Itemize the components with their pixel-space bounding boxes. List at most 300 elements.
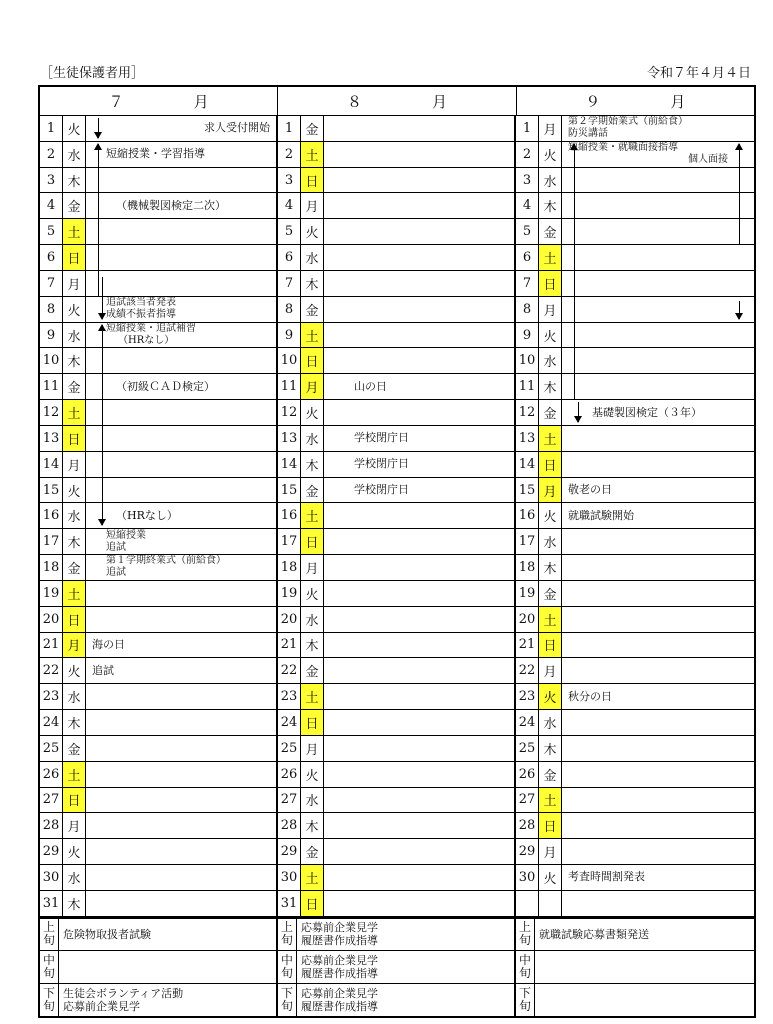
day-number: 26	[40, 762, 63, 787]
day-number: 4	[40, 193, 63, 218]
duration-line	[739, 144, 740, 245]
event-text	[106, 555, 226, 579]
event-cell	[562, 478, 754, 503]
period-notes-text	[297, 984, 514, 1016]
weekday: 日	[301, 348, 324, 373]
event-cell	[86, 710, 276, 735]
day-row	[516, 219, 754, 245]
month-column	[516, 116, 754, 917]
day-number: 6	[40, 245, 63, 270]
event-cell	[562, 839, 754, 864]
day-number: 5	[278, 219, 301, 244]
event-cell	[562, 555, 754, 580]
day-row	[40, 374, 276, 400]
day-number: 29	[516, 839, 539, 864]
day-number: 4	[516, 193, 539, 218]
arrow-down-icon	[98, 313, 106, 320]
event-cell	[324, 710, 514, 735]
weekday: 水	[301, 607, 324, 632]
day-number: 12	[40, 400, 63, 425]
event-line: 考査時間割発表	[568, 870, 645, 884]
weekday: 水	[301, 245, 324, 270]
day-number: 21	[278, 633, 301, 658]
weekday: 月	[63, 452, 86, 477]
day-number: 18	[278, 555, 301, 580]
day-number: 17	[278, 529, 301, 554]
day-row	[516, 478, 754, 504]
period-note-line: 履歴書作成指導	[301, 934, 378, 948]
weekday: 金	[301, 839, 324, 864]
event-cell	[562, 297, 754, 322]
day-row	[278, 684, 514, 710]
event-text	[568, 871, 645, 883]
event-cell	[86, 219, 276, 244]
day-row	[278, 168, 514, 194]
weekday: 金	[539, 400, 562, 425]
day-row	[278, 426, 514, 452]
event-line: 学校閉庁日	[354, 483, 409, 496]
weekday: 金	[301, 116, 324, 141]
event-line: 短縮授業・追試補習	[106, 323, 196, 335]
day-row	[40, 168, 276, 194]
day-number: 3	[516, 168, 539, 193]
day-number: 21	[40, 633, 63, 658]
day-number: 5	[40, 219, 63, 244]
weekday: 月	[539, 297, 562, 322]
weekday: 金	[63, 555, 86, 580]
day-row	[278, 374, 514, 400]
event-text	[568, 116, 688, 140]
day-row	[278, 762, 514, 788]
period-row	[40, 950, 276, 983]
weekday: 木	[63, 168, 86, 193]
period-label-char: 中	[280, 952, 293, 967]
event-cell	[324, 297, 514, 322]
event-cell	[86, 555, 276, 580]
day-row	[278, 891, 514, 917]
month-unit: 月	[431, 92, 447, 111]
event-cell	[562, 245, 754, 270]
day-number: 24	[516, 710, 539, 735]
period-column	[516, 917, 754, 1016]
event-cell	[86, 452, 276, 477]
event-cell	[86, 891, 276, 916]
day-number: 16	[516, 503, 539, 528]
event-cell	[86, 658, 276, 683]
event-line: 個人面接	[688, 154, 728, 166]
weekday: 金	[63, 193, 86, 218]
event-cell	[562, 503, 754, 528]
weekday: 日	[63, 245, 86, 270]
weekday: 木	[63, 348, 86, 373]
day-row	[516, 762, 754, 788]
day-number: 22	[40, 658, 63, 683]
day-number: 14	[40, 452, 63, 477]
weekday: 日	[539, 271, 562, 296]
day-row	[40, 426, 276, 452]
weekday: 木	[539, 193, 562, 218]
weekday: 金	[301, 658, 324, 683]
day-row	[278, 633, 514, 659]
day-number: 2	[516, 142, 539, 167]
event-cell	[86, 529, 276, 554]
weekday: 火	[301, 762, 324, 787]
weekday: 月	[63, 633, 86, 658]
day-number: 13	[40, 426, 63, 451]
event-cell	[324, 762, 514, 787]
period-note-line: 履歴書作成指導	[301, 966, 378, 980]
event-cell	[324, 891, 514, 916]
day-row	[40, 503, 276, 529]
day-number: 24	[278, 710, 301, 735]
day-row	[40, 555, 276, 581]
event-cell	[324, 452, 514, 477]
weekday: 水	[63, 684, 86, 709]
day-number: 16	[40, 503, 63, 528]
day-row	[40, 193, 276, 219]
day-number: 28	[516, 813, 539, 838]
event-line: 追試該当者発表	[106, 297, 176, 309]
month-column	[40, 116, 278, 917]
event-cell	[324, 400, 514, 425]
day-row	[516, 633, 754, 659]
day-row	[278, 323, 514, 349]
period-label	[278, 919, 297, 950]
period-label-char: 上	[518, 920, 531, 935]
day-row	[516, 658, 754, 684]
day-number: 26	[278, 762, 301, 787]
weekday: 木	[539, 374, 562, 399]
event-cell	[86, 245, 276, 270]
day-row	[40, 658, 276, 684]
period-notes-text	[59, 919, 276, 950]
event-cell	[324, 788, 514, 813]
event-cell	[562, 581, 754, 606]
event-line: 成績不振者指導	[106, 309, 176, 321]
weekday: 火	[63, 839, 86, 864]
weekday: 月	[301, 193, 324, 218]
event-cell	[86, 813, 276, 838]
period-notes-text	[59, 984, 276, 1016]
event-text	[354, 484, 409, 496]
day-number: 4	[278, 193, 301, 218]
weekday: 水	[539, 168, 562, 193]
day-row	[278, 245, 514, 271]
day-row	[516, 839, 754, 865]
event-cell	[562, 193, 754, 218]
weekday: 火	[63, 478, 86, 503]
day-number: 27	[278, 788, 301, 813]
event-cell	[324, 736, 514, 761]
event-line: 追試	[106, 541, 126, 553]
weekday: 火	[301, 581, 324, 606]
weekday: 木	[63, 710, 86, 735]
weekday: 火	[63, 116, 86, 141]
event-cell	[562, 219, 754, 244]
event-cell	[562, 116, 754, 141]
period-label	[40, 919, 59, 950]
period-label	[516, 951, 535, 983]
day-row	[278, 839, 514, 865]
weekday: 土	[63, 762, 86, 787]
weekday: 土	[301, 142, 324, 167]
day-number: 27	[40, 788, 63, 813]
period-label-char: 中	[42, 952, 55, 967]
day-number: 1	[40, 116, 63, 141]
day-number: 14	[278, 452, 301, 477]
month-column	[278, 116, 516, 917]
period-notes-text	[59, 951, 276, 983]
weekday: 木	[301, 452, 324, 477]
event-cell	[562, 271, 754, 296]
event-cell	[324, 116, 514, 141]
event-cell	[86, 193, 276, 218]
period-column	[278, 917, 516, 1016]
weekday: 火	[301, 219, 324, 244]
weekday: 日	[63, 426, 86, 451]
period-label-char: 旬	[280, 998, 293, 1013]
period-note-line: 応募前企業見学	[301, 953, 378, 967]
period-label-char: 旬	[42, 933, 55, 948]
day-row	[278, 116, 514, 142]
period-label-char: 旬	[518, 998, 531, 1013]
event-cell	[86, 297, 276, 322]
event-line: 敬老の日	[568, 483, 612, 496]
day-row	[278, 297, 514, 323]
day-row	[40, 891, 276, 917]
period-note-line: 就職試験応募書類発送	[539, 927, 649, 941]
day-number: 16	[278, 503, 301, 528]
weekday: 水	[63, 142, 86, 167]
event-text	[106, 297, 176, 321]
day-row	[516, 168, 754, 194]
document-label: ［生徒保護者用］	[40, 66, 145, 81]
period-row	[516, 983, 754, 1016]
weekday: 月	[539, 839, 562, 864]
day-number: 15	[278, 478, 301, 503]
day-grid	[40, 116, 754, 917]
day-row	[40, 710, 276, 736]
event-cell	[86, 865, 276, 890]
event-cell	[562, 168, 754, 193]
day-number: 19	[516, 581, 539, 606]
day-row	[40, 219, 276, 245]
period-label	[278, 984, 297, 1016]
day-number: 26	[516, 762, 539, 787]
day-row	[516, 607, 754, 633]
event-line: 山の日	[354, 379, 387, 393]
day-number: 22	[516, 658, 539, 683]
day-row	[40, 452, 276, 478]
event-cell	[86, 607, 276, 632]
period-row	[40, 983, 276, 1016]
event-text	[204, 122, 270, 134]
weekday: 金	[301, 478, 324, 503]
day-number: 23	[278, 684, 301, 709]
event-cell	[86, 633, 276, 658]
day-row	[516, 426, 754, 452]
event-cell	[324, 374, 514, 399]
weekday: 水	[301, 788, 324, 813]
event-cell	[324, 684, 514, 709]
event-cell	[562, 710, 754, 735]
event-cell	[86, 271, 276, 296]
event-text	[116, 381, 215, 393]
event-cell	[86, 323, 276, 348]
event-cell	[562, 684, 754, 709]
event-cell	[324, 529, 514, 554]
period-note-line: 応募前企業見学	[301, 986, 378, 1000]
day-row	[40, 400, 276, 426]
event-cell	[86, 116, 276, 141]
day-number: 30	[278, 865, 301, 890]
weekday: 月	[301, 555, 324, 580]
event-line: （HRなし）	[118, 335, 175, 347]
month-unit: 月	[670, 92, 686, 111]
weekday: 日	[539, 813, 562, 838]
day-row	[40, 839, 276, 865]
day-number: 31	[278, 891, 301, 916]
arrow-down-icon	[735, 313, 743, 320]
day-number: 11	[278, 374, 301, 399]
day-number: 23	[516, 684, 539, 709]
event-cell	[324, 168, 514, 193]
period-note-line: 応募前企業見学	[63, 999, 140, 1013]
event-cell	[324, 245, 514, 270]
weekday: 日	[63, 607, 86, 632]
event-line: 防災講話	[568, 128, 608, 140]
weekday: 月	[63, 271, 86, 296]
day-row	[40, 581, 276, 607]
event-text	[106, 323, 196, 347]
event-line: 学校閉庁日	[354, 431, 409, 445]
event-cell	[324, 658, 514, 683]
event-line: 海の日	[92, 637, 125, 651]
arrow-up-icon	[98, 324, 106, 331]
day-row	[40, 478, 276, 504]
period-label-char: 旬	[42, 965, 55, 980]
event-text	[568, 510, 634, 522]
weekday: 日	[301, 891, 324, 916]
event-cell	[562, 348, 754, 373]
day-number: 20	[40, 607, 63, 632]
event-cell	[562, 788, 754, 813]
event-cell	[86, 426, 276, 451]
weekday: 月	[63, 813, 86, 838]
event-text	[92, 639, 125, 651]
event-cell	[86, 736, 276, 761]
day-row	[278, 607, 514, 633]
month-header	[40, 87, 278, 115]
event-line: 追試	[106, 567, 126, 579]
weekday: 木	[301, 633, 324, 658]
period-label-char: 上	[280, 920, 293, 935]
day-number: 5	[516, 219, 539, 244]
weekday: 火	[539, 865, 562, 890]
day-row	[40, 813, 276, 839]
day-row	[516, 297, 754, 323]
day-row	[40, 348, 276, 374]
day-row	[40, 245, 276, 271]
weekday: 日	[539, 633, 562, 658]
period-notes-text	[535, 951, 754, 983]
weekday: 水	[301, 426, 324, 451]
weekday: 火	[63, 297, 86, 322]
event-cell	[324, 813, 514, 838]
day-row	[516, 400, 754, 426]
period-label	[278, 951, 297, 983]
period-note-line: 応募前企業見学	[301, 921, 378, 935]
event-line: 求人受付開始	[204, 121, 270, 135]
day-number: 7	[40, 271, 63, 296]
event-cell	[86, 788, 276, 813]
event-cell	[86, 374, 276, 399]
weekday: 月	[539, 478, 562, 503]
day-row	[40, 684, 276, 710]
day-number: 31	[40, 891, 63, 916]
day-row	[516, 529, 754, 555]
event-text	[116, 200, 226, 212]
event-cell	[562, 865, 754, 890]
day-number: 19	[278, 581, 301, 606]
weekday: 木	[63, 529, 86, 554]
weekday: 月	[539, 116, 562, 141]
weekday: 金	[539, 762, 562, 787]
weekday: 金	[63, 374, 86, 399]
day-row	[278, 710, 514, 736]
weekday: 土	[301, 865, 324, 890]
day-row	[40, 142, 276, 168]
month-number: ８	[346, 92, 362, 111]
day-row	[516, 323, 754, 349]
calendar-table	[38, 85, 756, 1018]
weekday: 火	[63, 658, 86, 683]
event-cell	[562, 374, 754, 399]
event-cell	[562, 400, 754, 425]
weekday: 土	[63, 219, 86, 244]
day-number: 29	[278, 839, 301, 864]
day-row	[278, 658, 514, 684]
event-cell	[562, 323, 754, 348]
day-row	[516, 142, 754, 168]
day-number: 25	[278, 736, 301, 761]
day-row	[278, 503, 514, 529]
day-number: 13	[278, 426, 301, 451]
event-line: （機械製図検定二次）	[116, 198, 226, 212]
event-cell	[86, 684, 276, 709]
weekday: 水	[63, 323, 86, 348]
weekday: 金	[539, 581, 562, 606]
day-number: 2	[40, 142, 63, 167]
event-cell	[562, 607, 754, 632]
event-line: 短縮授業・学習指導	[106, 147, 205, 161]
day-row	[516, 452, 754, 478]
day-row	[40, 633, 276, 659]
day-row	[516, 891, 754, 917]
weekday: 火	[539, 142, 562, 167]
period-label-char: 旬	[42, 998, 55, 1013]
event-cell	[86, 762, 276, 787]
day-number: 27	[516, 788, 539, 813]
event-cell	[324, 348, 514, 373]
month-unit: 月	[193, 92, 209, 111]
day-number: 11	[516, 374, 539, 399]
day-row	[278, 581, 514, 607]
day-number: 24	[40, 710, 63, 735]
period-label-char: 旬	[280, 933, 293, 948]
event-cell	[324, 865, 514, 890]
event-text	[106, 148, 205, 160]
